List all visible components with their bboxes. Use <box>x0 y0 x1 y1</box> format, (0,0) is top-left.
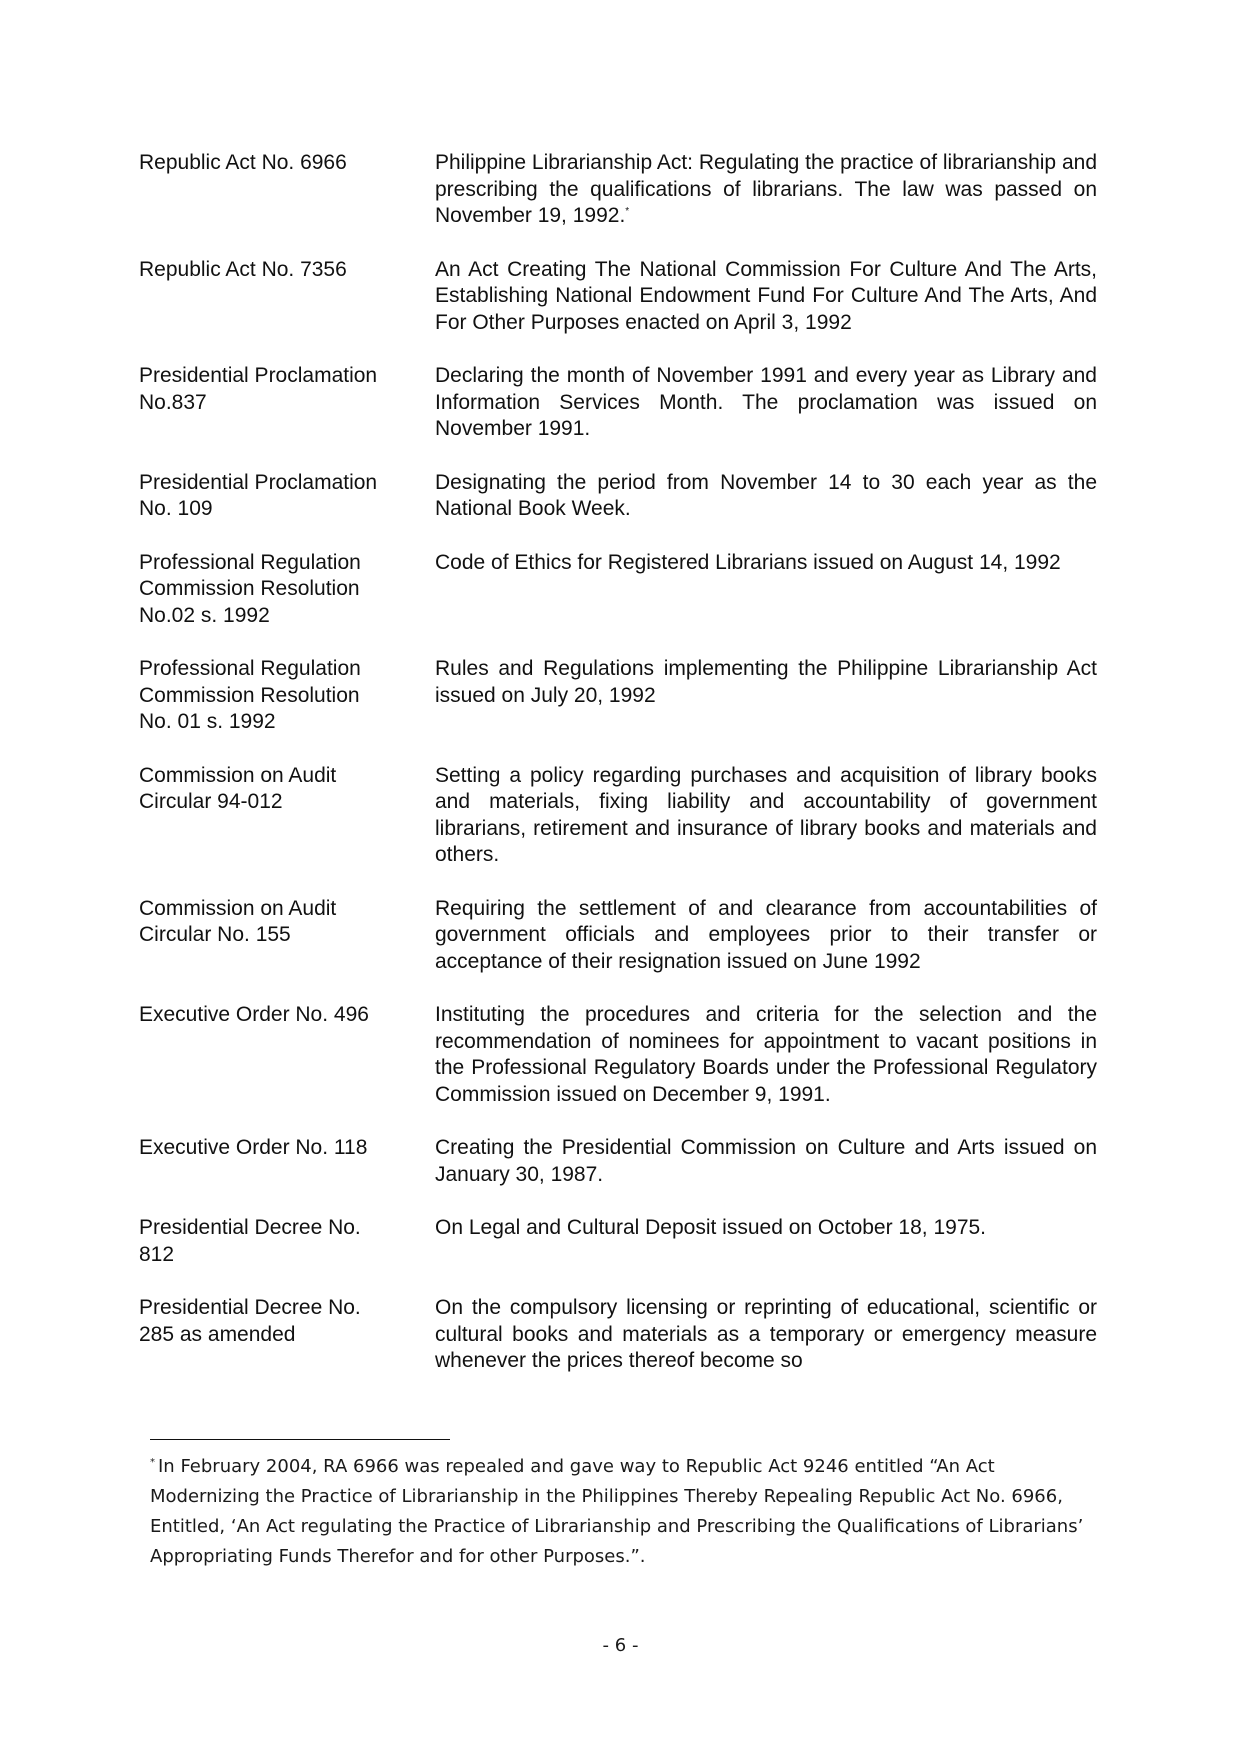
law-row <box>139 763 1099 869</box>
law-row <box>139 550 1099 630</box>
law-reference: Presidential Proclamation No.837 <box>139 364 378 414</box>
law-reference: Executive Order No. 118 <box>139 1136 368 1159</box>
law-reference: Executive Order No. 496 <box>139 1003 369 1026</box>
law-description: Designating the period from November 14 to 30 each year as the National Book Week. <box>435 470 1097 520</box>
law-description: On Legal and Cultural Deposit issued on October 18, 1975. <box>435 1216 987 1239</box>
law-description <box>435 150 1097 230</box>
law-reference: Presidential Decree No. 812 <box>139 1216 361 1266</box>
law-row <box>139 1295 1099 1375</box>
page-number: - 6 - <box>602 1635 639 1656</box>
law-row <box>139 1135 1099 1188</box>
footnote-marker: * <box>625 206 630 217</box>
law-row <box>139 150 1099 230</box>
law-reference: Presidential Decree No. 285 as amended <box>139 1296 361 1346</box>
law-reference: Presidential Proclamation No. 109 <box>139 470 378 520</box>
law-row <box>139 1215 1099 1268</box>
law-reference: Commission on Audit Circular 94-012 <box>139 763 337 813</box>
law-reference: Professional Regulation Commission Resolution No.02 s. 1992 <box>139 550 361 627</box>
law-description: Instituting the procedures and criteria for the selection and the recommendation of nominees for appointment to vacant positions in the Professional Regulatory Boards under the Professional Regulatory Commission issued on December 9, 1991. <box>435 1003 1097 1106</box>
law-reference: Republic Act No. 6966 <box>139 151 347 174</box>
law-row <box>139 257 1099 337</box>
law-description: On the compulsory licensing or reprinting of educational, scientific or cultural books and materials as a temporary or emergency measure whenever the prices thereof become so <box>435 1296 1097 1372</box>
law-description: Requiring the settlement of and clearance from accountabilities of government officials and employees prior to their transfer or acceptance of their resignation issued on June 1992 <box>435 896 1097 973</box>
law-description-text: Philippine Librarianship Act: Regulating the practice of librarianship and prescribing the qualifications of librarians. The law was passed on November 19, 1992. <box>435 151 1097 227</box>
law-row <box>139 1002 1099 1108</box>
law-row <box>139 470 1099 523</box>
law-row <box>139 363 1099 443</box>
footnote-separator <box>150 1439 450 1440</box>
footnote <box>150 1452 1100 1572</box>
footnote-text: In February 2004, RA 6966 was repealed and gave way to Republic Act 9246 entitled “An Act Modernizing the Practice of Librarianship in the Philippines Thereby Repealing Republic Act No. 6966, Entitled, ‘An Act regulating the Practice of Librarianship and Prescribing the Qualifications of Librarians’ Appropriating Funds Therefor and for other Purposes.”. <box>150 1456 1084 1567</box>
law-reference: Republic Act No. 7356 <box>139 257 347 281</box>
law-reference: Commission on Audit Circular No. 155 <box>139 896 337 946</box>
law-description: Setting a policy regarding purchases and acquisition of library books and materials, fixing liability and accountability of government librarians, retirement and insurance of library books and materials and others. <box>435 763 1097 866</box>
law-description: An Act Creating The National Commission For Culture And The Arts, Establishing National Endowment Fund For Culture And The Arts, And For Other Purposes enacted on April 3, 1992 <box>435 257 1097 334</box>
law-description: Rules and Regulations implementing the Philippine Librarianship Act issued on July 20, 1992 <box>435 657 1097 707</box>
law-description: Creating the Presidential Commission on Culture and Arts issued on January 30, 1987. <box>435 1136 1097 1186</box>
law-reference: Professional Regulation Commission Resolution No. 01 s. 1992 <box>139 657 361 733</box>
law-description: Declaring the month of November 1991 and every year as Library and Information Services Month. The proclamation was issued on November 1991. <box>435 364 1097 440</box>
footnote-marker: * <box>150 1457 155 1468</box>
law-description: Code of Ethics for Registered Librarians issued on August 14, 1992 <box>435 550 1061 574</box>
law-row <box>139 656 1099 736</box>
laws-table <box>139 150 1099 1402</box>
law-row <box>139 896 1099 976</box>
